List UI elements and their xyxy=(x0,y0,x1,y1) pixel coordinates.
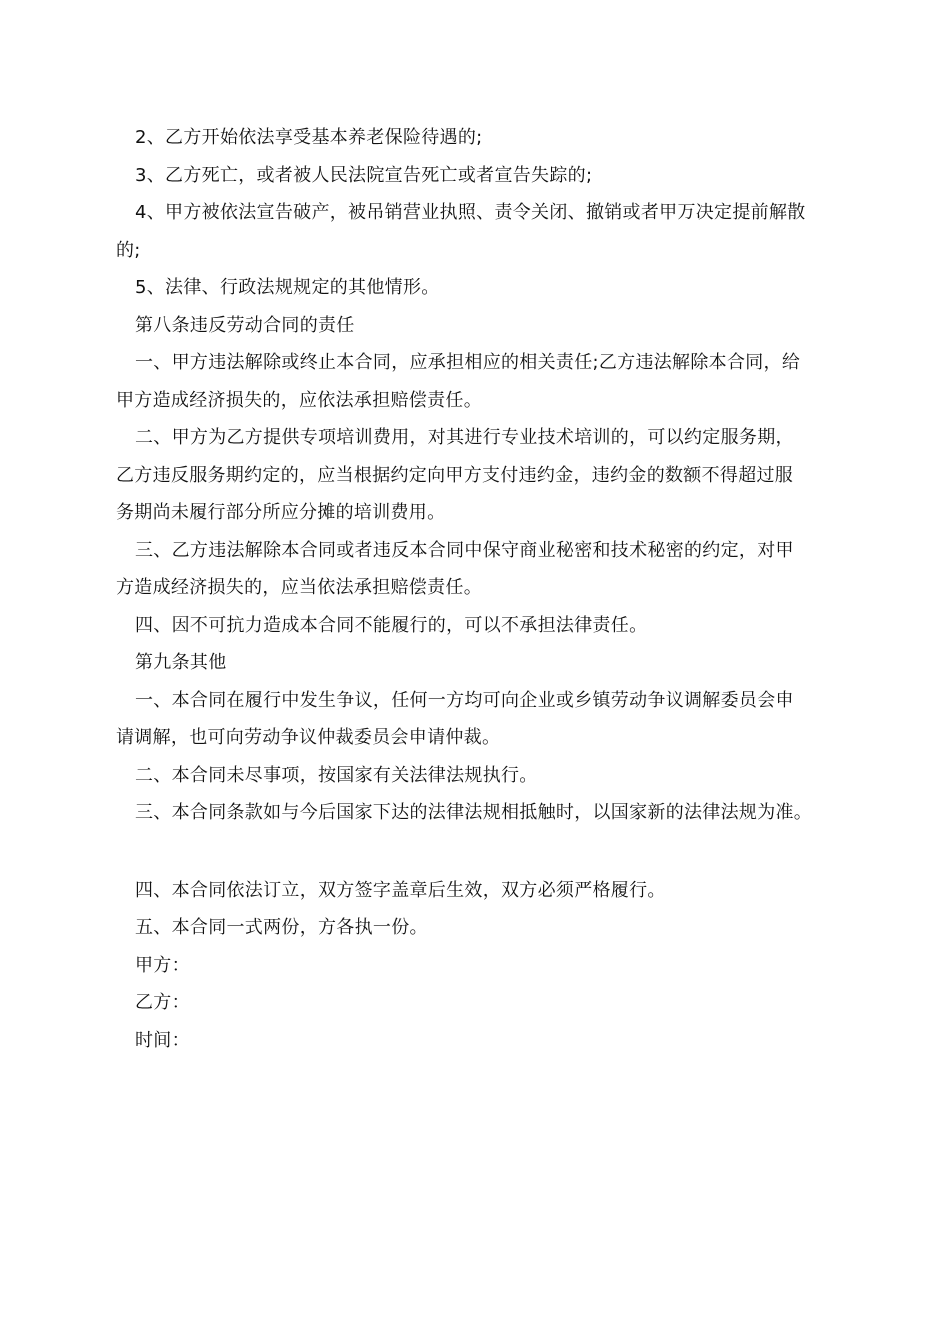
paragraph-line: 甲方造成经济损失的，应依法承担赔偿责任。 xyxy=(116,389,482,411)
paragraph-line: 4、甲方被依法宣告破产，被吊销营业执照、责令关闭、撤销或者甲万决定提前解散 xyxy=(135,202,806,223)
paragraph-line: 二、本合同未尽事项，按国家有关法律法规执行。 xyxy=(135,764,538,786)
paragraph-line: 一、本合同在履行中发生争议，任何一方均可向企业或乡镇劳动争议调解委员会申 xyxy=(135,689,794,711)
paragraph-line: 五、本合同一式两份，方各执一份。 xyxy=(135,917,428,938)
paragraph-line: 请调解，也可向劳动争议仲裁委员会申请仲裁。 xyxy=(116,727,501,748)
signature-date: 时间： xyxy=(135,1029,190,1051)
paragraph-line: 三、乙方违法解除本合同或者违反本合同中保守商业秘密和技术秘密的约定，对甲 xyxy=(135,539,794,561)
signature-party-a: 甲方： xyxy=(135,954,190,976)
document-body xyxy=(116,119,846,1059)
paragraph-line: 三、本合同条款如与今后国家下达的法律法规相抵触时，以国家新的法律法规为准。 xyxy=(135,802,813,823)
paragraph-line: 5、法律、行政法规规定的其他情形。 xyxy=(135,277,440,298)
blank-line xyxy=(116,832,846,872)
signature-party-b: 乙方： xyxy=(135,992,190,1013)
paragraph-line: 乙方违反服务期约定的，应当根据约定向甲方支付违约金，违约金的数额不得超过服 xyxy=(116,464,794,486)
paragraph-line: 一、甲方违法解除或终止本合同，应承担相应的相关责任;乙方违法解除本合同，给 xyxy=(135,352,801,373)
paragraph-line: 3、乙方死亡，或者被人民法院宣告死亡或者宣告失踪的; xyxy=(135,164,593,186)
section-heading: 第九条其他 xyxy=(135,652,227,673)
paragraph-line: 务期尚未履行部分所应分摊的培训费用。 xyxy=(116,502,446,523)
paragraph-line: 四、因不可抗力造成本合同不能履行的，可以不承担法律责任。 xyxy=(135,614,648,636)
paragraph-line: 方造成经济损失的，应当依法承担赔偿责任。 xyxy=(116,577,482,598)
paragraph-line: 2、乙方开始依法享受基本养老保险待遇的; xyxy=(135,127,483,148)
paragraph-line: 二、甲方为乙方提供专项培训费用，对其进行专业技术培训的，可以约定服务期， xyxy=(135,427,794,448)
section-heading: 第八条违反劳动合同的责任 xyxy=(135,314,355,336)
paragraph-line: 的; xyxy=(116,239,141,261)
paragraph-line: 四、本合同依法订立，双方签字盖章后生效，双方必须严格履行。 xyxy=(135,879,666,901)
